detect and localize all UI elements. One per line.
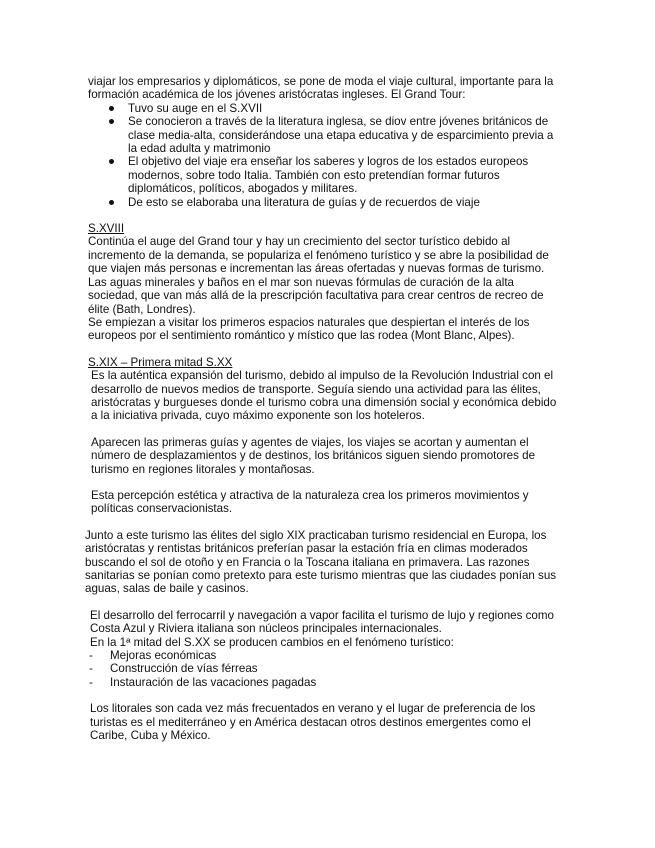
spacer bbox=[88, 343, 558, 356]
dash-item: - Construcción de vías férreas bbox=[88, 662, 558, 675]
spacer bbox=[88, 516, 558, 529]
document-body bbox=[85, 75, 558, 743]
s19-paragraph-6: En la 1ª mitad del S.XX se producen cambios en el fenómeno turístico: bbox=[90, 635, 454, 649]
bullet-item: Se conocieron a través de la literatura inglesa, se diov entre jóvenes británicos de clase media-alta, considerándose una etapa educativa y de esparcimiento previa a la edad adulta y matrimonio bbox=[88, 115, 558, 155]
s18-paragraph-1: Continúa el auge del Grand tour y hay un crecimiento del sector turístico debido al incremento de la demanda, se populariza el fenómeno turístico y se abre la posibilidad de que viajen más personas e incrementan las áreas ofertadas y nuevas formas de turismo. Las aguas minerales y baños en el mar son nuevas fórmulas de curación de la alta sociedad, que van más allá de la prescripción facultativa para crear centros de recreo de élite (Bath, Londres). bbox=[88, 235, 549, 316]
s19-paragraph-2: Aparecen las primeras guías y agentes de viajes, los viajes se acortan y aumentan el número de desplazamientos y de destinos, los británicos siguen siendo promotores de turismo en regiones litorales y montañosas. bbox=[91, 435, 536, 476]
s19-paragraph-7: Los litorales son cada vez más frecuentados en verano y el lugar de preferencia de los turistas es el mediterráneo y en América destacan otros destinos emergentes como el Caribe, Cuba y México. bbox=[90, 702, 536, 743]
dash-item: - Instauración de las vacaciones pagadas bbox=[88, 676, 558, 689]
s19-paragraph-4: Junto a este turismo las élites del siglo XIX practicaban turismo residencial en Europa, los aristócratas y rentistas británicos preferían pasar la estación fría en climas moderados buscando el sol de otoño y en Francia o la Toscana italiana en primavera. Las razones sanitarias se ponían como pretexto para este turismo mientras que las ciudades ponían sus aguas, salas de baile y casinos. bbox=[85, 528, 557, 596]
bullet-item: De esto se elaboraba una literatura de guías y de recuerdos de viaje bbox=[88, 196, 558, 209]
spacer bbox=[88, 476, 558, 489]
section-heading-s18: S.XVIII bbox=[88, 222, 125, 236]
spacer bbox=[88, 689, 558, 702]
s18-paragraph-2: Se empiezan a visitar los primeros espacios naturales que despiertan el interés de los europeos por el sentimiento romántico y místico que las rodea (Mont Blanc, Alpes). bbox=[88, 315, 530, 343]
spacer bbox=[88, 596, 558, 609]
section-heading-s19: S.XIX – Primera mitad S.XX bbox=[88, 355, 233, 369]
changes-dash-list bbox=[88, 649, 558, 689]
s19-paragraph-1: Es la auténtica expansión del turismo, debido al impulso de la Revolución Industrial con el desarrollo de nuevos medios de transporte. Seguía siendo una actividad para las élites, aristócratas y burgueses donde el turismo cobra una dimensión social y económica debido a la iniciativa privada, cuyo máximo exponente son los hoteleros. bbox=[91, 369, 557, 423]
dash-item: - Mejoras económicas bbox=[88, 649, 558, 662]
bullet-item: Tuvo su auge en el S.XVII bbox=[88, 102, 558, 115]
intro-paragraph: viajar los empresarios y diplomáticos, se pone de moda el viaje cultural, importante para la formación académica de los jóvenes aristócratas ingleses. El Grand Tour: bbox=[88, 75, 554, 102]
grand-tour-bullet-list bbox=[88, 102, 558, 209]
s19-paragraph-3: Esta percepción estética y atractiva de la naturaleza crea los primeros movimientos y políticas conservacionistas. bbox=[91, 488, 529, 516]
bullet-item: El objetivo del viaje era enseñar los saberes y logros de los estados europeos modernos, sobre todo Italia. También con esto pretendían formar futuros diplomáticos, políticos, abogados y militares. bbox=[88, 155, 558, 195]
spacer bbox=[88, 209, 558, 222]
s19-paragraph-5: El desarrollo del ferrocarril y navegación a vapor facilita el turismo de lujo y regiones como Costa Azul y Riviera italiana son núcleos principales internacionales. bbox=[90, 608, 554, 636]
spacer bbox=[88, 423, 558, 436]
